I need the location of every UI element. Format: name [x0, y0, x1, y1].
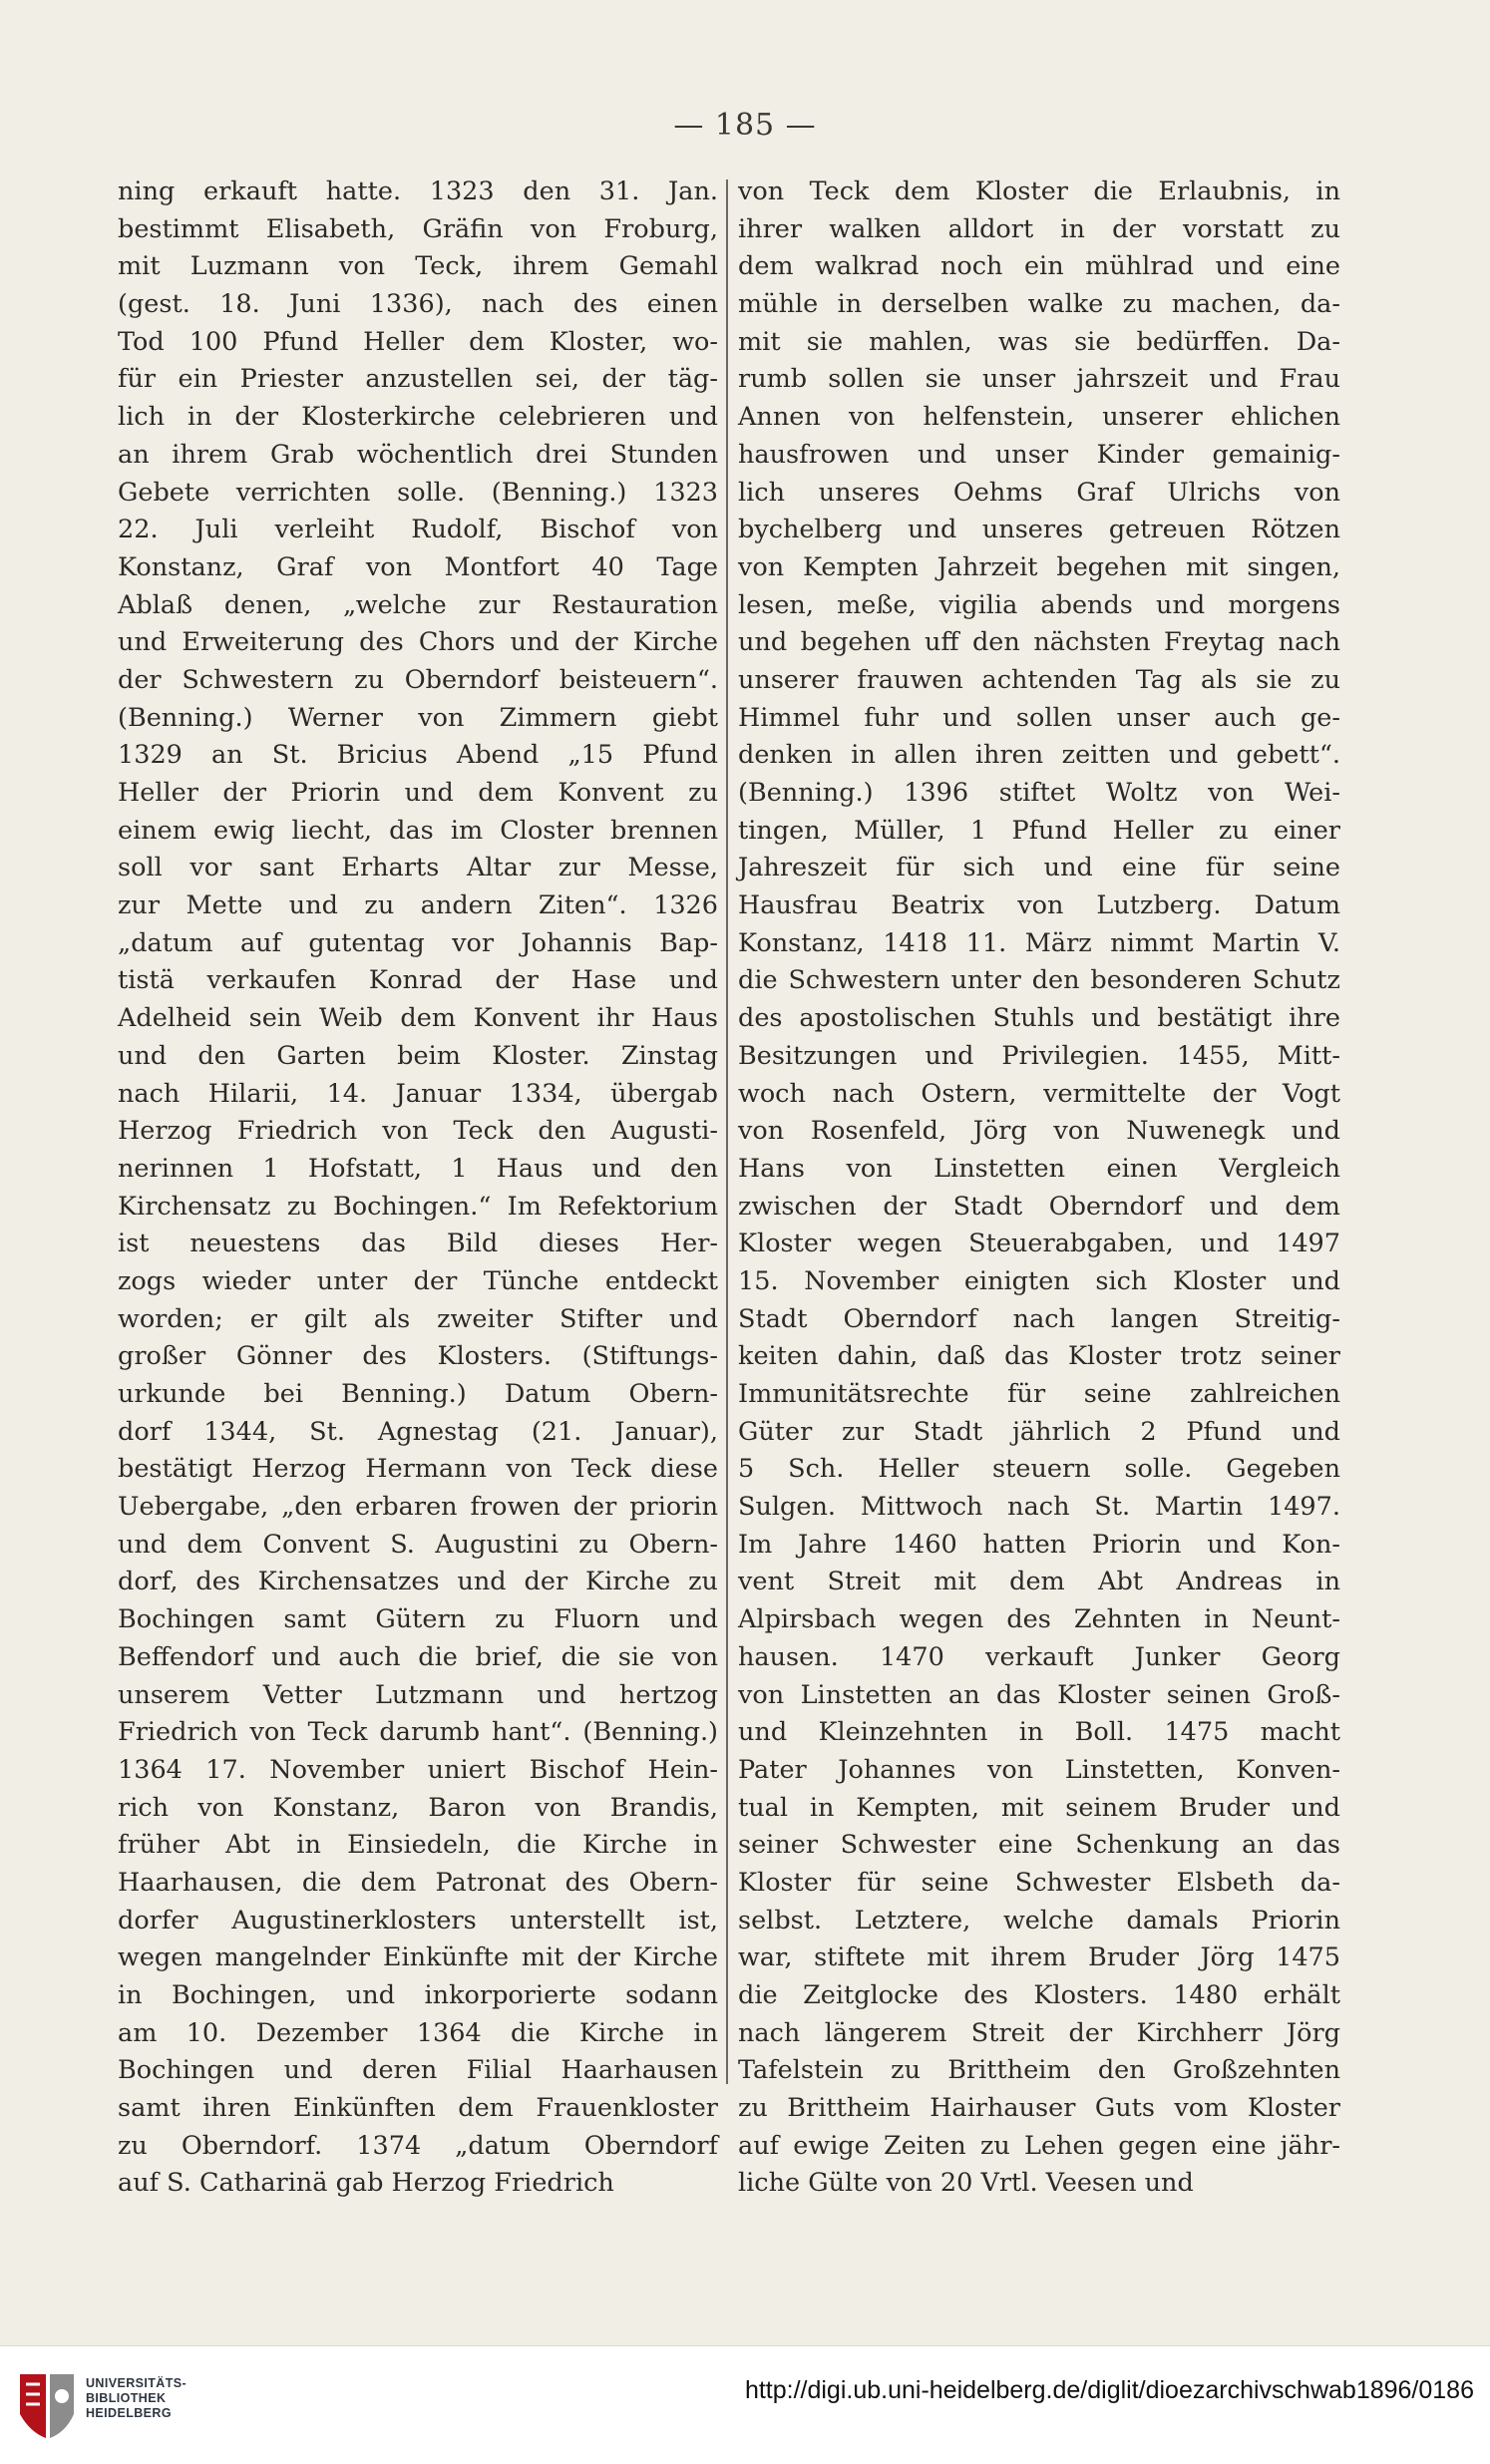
left-column-line: bestätigt Herzog Hermann von Teck diese [118, 1454, 718, 1485]
right-column-line: Alpirsbach wegen des Zehnten in Neunt- [738, 1604, 1340, 1635]
left-column-line: und dem Convent S. Augustini zu Obern- [118, 1529, 718, 1560]
left-column-line: dorfer Augustinerklosters unterstellt ist, [118, 1905, 718, 1936]
library-logo[interactable] [16, 2366, 205, 2446]
right-column-line: Sulgen. Mittwoch nach St. Martin 1497. [738, 1492, 1340, 1523]
right-column-line: war, stiftete mit ihrem Bruder Jörg 1475 [738, 1942, 1340, 1973]
left-column-line: (Benning.) Werner von Zimmern giebt [118, 702, 718, 733]
left-column-line: früher Abt in Einsiedeln, die Kirche in [118, 1830, 718, 1861]
left-column-line: 22. Juli verleiht Rudolf, Bischof von [118, 515, 718, 545]
left-column-line: tistä verkaufen Konrad der Hase und [118, 965, 718, 996]
left-column-line: nach Hilarii, 14. Januar 1334, übergab [118, 1078, 718, 1109]
right-column-line: bychelberg und unseres getreuen Rötzen [738, 515, 1340, 545]
left-column-line: einem ewig liecht, das im Closter brennen [118, 815, 718, 846]
right-column-line: von Kempten Jahrzeit begehen mit singen, [738, 551, 1340, 582]
left-column-line: wegen mangelnder Einkünfte mit der Kirche [118, 1942, 718, 1973]
left-column-line: Haarhausen, die dem Patronat des Obern- [118, 1867, 718, 1898]
seal-icon [16, 2370, 78, 2442]
left-text-column [118, 174, 718, 2199]
right-column-line: Konstanz, 1418 11. März nimmt Martin V. [738, 927, 1340, 958]
right-column-line: auf ewige Zeiten zu Lehen gegen eine jähr- [738, 2130, 1340, 2161]
left-column-line: Kirchensatz zu Bochingen.“ Im Refektorium [118, 1191, 718, 1222]
left-column-line: ist neuestens das Bild dieses Her- [118, 1229, 718, 1259]
right-column-line: Hausfrau Beatrix von Lutzberg. Datum [738, 890, 1340, 921]
left-column-line: Tod 100 Pfund Heller dem Kloster, wo- [118, 326, 718, 357]
right-column-line: (Benning.) 1396 stiftet Woltz von Wei- [738, 778, 1340, 808]
right-column-line: Besitzungen und Privilegien. 1455, Mitt- [738, 1040, 1340, 1071]
left-column-line: Friedrich von Teck darumb hant“. (Benning.) [118, 1717, 718, 1748]
left-column-line: Bochingen samt Gütern zu Fluorn und [118, 1604, 718, 1635]
left-column-line: urkunde bei Benning.) Datum Obern- [118, 1379, 718, 1409]
left-column-line: an ihrem Grab wöchentlich drei Stunden [118, 439, 718, 470]
logo-line-1: UNIVERSITÄTS- [86, 2376, 187, 2390]
source-url-link[interactable]: http://digi.ub.uni-heidelberg.de/diglit/dioezarchivschwab1896/0186 [744, 2376, 1474, 2404]
left-column-line: „datum auf gutentag vor Johannis Bap- [118, 927, 718, 958]
right-column-line: woch nach Ostern, vermittelte der Vogt [738, 1078, 1340, 1109]
right-column-line: Pater Johannes von Linstetten, Konven- [738, 1754, 1340, 1785]
left-column-line: mit Luzmann von Teck, ihrem Gemahl [118, 251, 718, 282]
right-column-line: Im Jahre 1460 hatten Priorin und Kon- [738, 1529, 1340, 1560]
logo-line-3: HEIDELBERG [86, 2406, 172, 2420]
left-column-line: und den Garten beim Kloster. Zinstag [118, 1040, 718, 1071]
right-column-line: Hans von Linstetten einen Vergleich [738, 1153, 1340, 1184]
left-column-line: worden; er gilt als zweiter Stifter und [118, 1303, 718, 1334]
left-column-line: rich von Konstanz, Baron von Brandis, [118, 1792, 718, 1823]
right-column-line: die Schwestern unter den besonderen Schutz [738, 965, 1340, 996]
left-column-line: auf S. Catharinä gab Herzog Friedrich [118, 2168, 614, 2199]
left-column-line: großer Gönner des Klosters. (Stiftungs- [118, 1341, 718, 1372]
left-column-line: am 10. Dezember 1364 die Kirche in [118, 2017, 718, 2048]
right-column-line: Tafelstein zu Brittheim den Großzehnten [738, 2055, 1340, 2086]
right-column-line: seiner Schwester eine Schenkung an das [738, 1830, 1340, 1861]
right-column-line: dem walkrad noch ein mühlrad und eine [738, 251, 1340, 282]
right-column-line: tual in Kempten, mit seinem Bruder und [738, 1792, 1340, 1823]
right-column-line: Himmel fuhr und sollen unser auch ge- [738, 702, 1340, 733]
right-column-line: nach längerem Streit der Kirchherr Jörg [738, 2017, 1340, 2048]
left-column-line: nerinnen 1 Hofstatt, 1 Haus und den [118, 1153, 718, 1184]
right-column-line: von Teck dem Kloster die Erlaubnis, in [738, 176, 1340, 206]
right-column-line: keiten dahin, daß das Kloster trotz seiner [738, 1341, 1340, 1372]
right-column-line: vent Streit mit dem Abt Andreas in [738, 1567, 1340, 1597]
left-column-line: 1364 17. November uniert Bischof Hein- [118, 1754, 718, 1785]
page-number: — 185 — [673, 108, 817, 143]
right-text-column [738, 174, 1340, 2199]
left-column-line: zur Mette und zu andern Ziten“. 1326 [118, 890, 718, 921]
right-column-line: tingen, Müller, 1 Pfund Heller zu einer [738, 815, 1340, 846]
right-column-line: die Zeitglocke des Klosters. 1480 erhält [738, 1980, 1340, 2010]
right-column-line: lich unseres Oehms Graf Ulrichs von [738, 477, 1340, 508]
left-column-line: unserem Vetter Lutzmann und hertzog [118, 1679, 718, 1710]
right-column-line: denken in allen ihren zeitten und gebett“. [738, 740, 1340, 771]
right-column-line: Immunitätsrechte für seine zahlreichen [738, 1379, 1340, 1409]
left-column-line: Uebergabe, „den erbaren frowen der priorin [118, 1492, 718, 1523]
footer-bar [0, 2345, 1490, 2464]
left-column-line: Ablaß denen, „welche zur Restauration [118, 589, 718, 620]
right-column-line: von Linstetten an das Kloster seinen Groß- [738, 1679, 1340, 1710]
left-column-line: zu Oberndorf. 1374 „datum Oberndorf [118, 2130, 718, 2161]
right-column-line: hausfrowen und unser Kinder gemainig- [738, 439, 1340, 470]
right-column-line: und Kleinzehnten in Boll. 1475 macht [738, 1717, 1340, 1748]
right-column-line: von Rosenfeld, Jörg von Nuwenegk und [738, 1116, 1340, 1147]
right-column-line: selbst. Letztere, welche damals Priorin [738, 1905, 1340, 1936]
right-column-line: hausen. 1470 verkauft Junker Georg [738, 1641, 1340, 1672]
left-column-line: Herzog Friedrich von Teck den Augusti- [118, 1116, 718, 1147]
left-column-line: samt ihren Einkünften dem Frauenkloster [118, 2093, 718, 2124]
right-column-line: Annen von helfenstein, unserer ehlichen [738, 402, 1340, 433]
right-column-line: 5 Sch. Heller steuern solle. Gegeben [738, 1454, 1340, 1485]
logo-line-2: BIBLIOTHEK [86, 2391, 167, 2405]
right-column-line: mit sie mahlen, was sie bedürffen. Da- [738, 326, 1340, 357]
left-column-line: dorf, des Kirchensatzes und der Kirche zu [118, 1567, 718, 1597]
right-column-line: Güter zur Stadt jährlich 2 Pfund und [738, 1416, 1340, 1447]
left-column-line: soll vor sant Erharts Altar zur Messe, [118, 853, 718, 883]
right-column-line: unserer frauwen achtenden Tag als sie zu [738, 664, 1340, 695]
right-column-line: Kloster wegen Steuerabgaben, und 1497 [738, 1229, 1340, 1259]
left-column-line: Beffendorf und auch die brief, die sie von [118, 1641, 718, 1672]
right-column-line: und begehen uff den nächsten Freytag nach [738, 627, 1340, 658]
right-column-line: 15. November einigten sich Kloster und [738, 1265, 1340, 1296]
left-column-line: für ein Priester anzustellen sei, der täg- [118, 364, 718, 395]
left-column-line: (gest. 18. Juni 1336), nach des einen [118, 289, 718, 320]
right-column-line: rumb sollen sie unser jahrszeit und Frau [738, 364, 1340, 395]
left-column-line: Heller der Priorin und dem Konvent zu [118, 778, 718, 808]
right-column-line: Stadt Oberndorf nach langen Streitig- [738, 1303, 1340, 1334]
left-column-line: lich in der Klosterkirche celebrieren und [118, 402, 718, 433]
left-column-line: 1329 an St. Bricius Abend „15 Pfund [118, 740, 718, 771]
column-divider [726, 179, 728, 2084]
left-column-line: ning erkauft hatte. 1323 den 31. Jan. [118, 176, 718, 206]
left-column-line: zogs wieder unter der Tünche entdeckt [118, 1265, 718, 1296]
right-column-line: des apostolischen Stuhls und bestätigt ihre [738, 1003, 1340, 1034]
right-column-line: liche Gülte von 20 Vrtl. Veesen und [738, 2168, 1194, 2199]
right-column-line: Jahreszeit für sich und eine für seine [738, 853, 1340, 883]
left-column-line: der Schwestern zu Oberndorf beisteuern“. [118, 664, 718, 695]
right-column-line: ihrer walken alldort in der vorstatt zu [738, 213, 1340, 244]
right-column-line: lesen, meße, vigilia abends und morgens [738, 589, 1340, 620]
right-column-line: Kloster für seine Schwester Elsbeth da- [738, 1867, 1340, 1898]
left-column-line: Konstanz, Graf von Montfort 40 Tage [118, 551, 718, 582]
left-column-line: Bochingen und deren Filial Haarhausen [118, 2055, 718, 2086]
right-column-line: mühle in derselben walke zu machen, da- [738, 289, 1340, 320]
left-column-line: in Bochingen, und inkorporierte sodann [118, 1980, 718, 2010]
left-column-line: dorf 1344, St. Agnestag (21. Januar), [118, 1416, 718, 1447]
left-column-line: Adelheid sein Weib dem Konvent ihr Haus [118, 1003, 718, 1034]
left-column-line: bestimmt Elisabeth, Gräfin von Froburg, [118, 213, 718, 244]
left-column-line: und Erweiterung des Chors und der Kirche [118, 627, 718, 658]
left-column-line: Gebete verrichten solle. (Benning.) 1323 [118, 477, 718, 508]
right-column-line: zwischen der Stadt Oberndorf und dem [738, 1191, 1340, 1222]
right-column-line: zu Brittheim Hairhauser Guts vom Kloster [738, 2093, 1340, 2124]
